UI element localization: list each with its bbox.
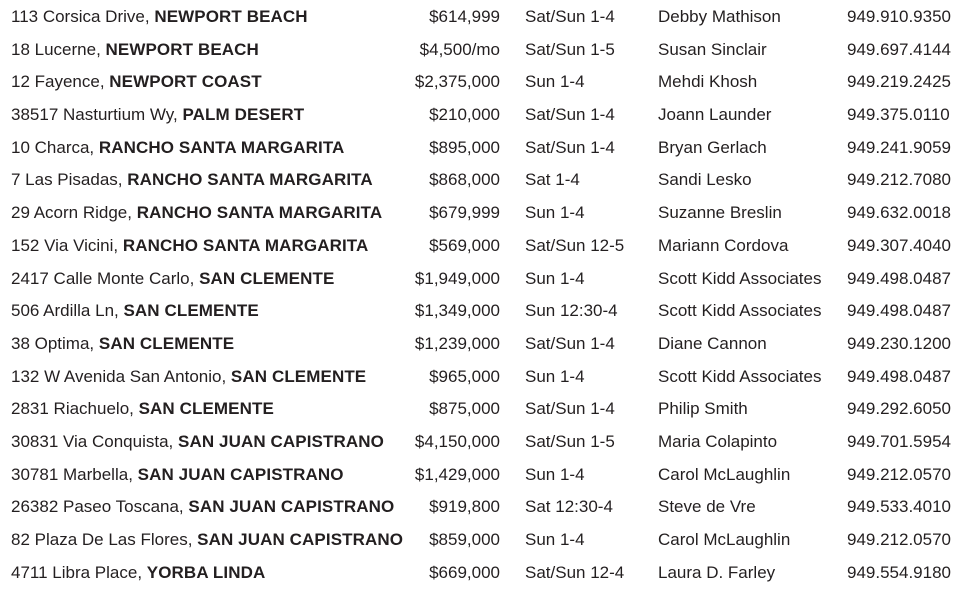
listing-price: $669,000: [429, 562, 500, 582]
listing-price: $569,000: [429, 235, 500, 255]
listing-agent: Scott Kidd Associates: [658, 366, 822, 386]
listing-street: 29 Acorn Ridge,: [11, 203, 132, 223]
listing-price: $1,429,000: [414, 464, 500, 484]
listing-address: [11, 557, 265, 590]
listing-agent: Philip Smith: [658, 399, 748, 419]
listing-city: NEWPORT COAST: [109, 72, 262, 92]
listing-phone: 949.632.0018: [847, 203, 951, 223]
listing-open-house-times: Sat/Sun 12-4: [525, 562, 625, 582]
listing-agent: Mehdi Khosh: [658, 72, 758, 92]
listing-city: SAN CLEMENTE: [98, 333, 235, 353]
listing-city: RANCHO SANTA MARGARITA: [98, 137, 345, 157]
listing-open-house-times: Sun 1-4: [525, 203, 585, 223]
listing-city: SAN JUAN CAPISTRANO: [197, 530, 404, 549]
listing-price: $1,239,000: [414, 333, 500, 353]
listing-agent: Debby Mathison: [658, 7, 781, 26]
listing-agent: Scott Kidd Associates: [658, 268, 822, 288]
listing-phone: 949.498.0487: [847, 366, 951, 386]
listing-city: SAN JUAN CAPISTRANO: [188, 497, 395, 517]
listing-row: [0, 426, 967, 459]
listing-address: [11, 524, 403, 557]
listing-row: [0, 361, 967, 394]
listing-city: SAN JUAN CAPISTRANO: [137, 464, 344, 484]
listing-street: 2831 Riachuelo,: [11, 399, 134, 419]
listing-street: 38 Optima,: [11, 333, 95, 353]
listing-city: SAN CLEMENTE: [199, 268, 335, 288]
listing-street: 38517 Nasturtium Wy,: [11, 105, 178, 125]
listing-row: [0, 393, 967, 426]
listing-phone: 949.533.4010: [847, 497, 951, 517]
listing-address: [11, 491, 394, 524]
listing-phone: 949.212.0570: [847, 530, 951, 549]
listing-phone: 949.212.0570: [847, 464, 951, 484]
listing-price: $210,000: [429, 105, 500, 125]
listing-address: [11, 426, 384, 459]
listing-address: [11, 263, 334, 296]
listing-price: $875,000: [429, 399, 500, 419]
listing-street: 18 Lucerne,: [11, 39, 101, 59]
listing-phone: 949.292.6050: [847, 399, 951, 419]
listing-row: [0, 132, 967, 165]
listing-address: [11, 34, 259, 67]
listing-row: [0, 99, 967, 132]
listing-address: [11, 164, 373, 197]
listing-open-house-times: Sat/Sun 1-4: [525, 137, 615, 157]
listing-agent: Scott Kidd Associates: [658, 301, 822, 321]
listing-address: [11, 1, 308, 34]
listing-price: $895,000: [429, 137, 500, 157]
listing-price: $919,800: [429, 497, 500, 517]
listing-agent: Susan Sinclair: [658, 39, 767, 59]
listing-open-house-times: Sun 12:30-4: [525, 301, 618, 321]
listing-agent: Carol McLaughlin: [658, 464, 791, 484]
listing-phone: 949.697.4144: [847, 39, 951, 59]
listing-row: [0, 557, 967, 590]
listing-price: $868,000: [429, 170, 500, 190]
listing-row: [0, 66, 967, 99]
listing-row: [0, 34, 967, 67]
listing-street: 506 Ardilla Ln,: [11, 301, 119, 321]
listing-open-house-times: Sun 1-4: [525, 530, 585, 549]
listing-row: [0, 524, 967, 557]
listing-phone: 949.230.1200: [847, 333, 951, 353]
listing-phone: 949.241.9059: [847, 137, 951, 157]
listing-city: SAN CLEMENTE: [138, 399, 274, 419]
listing-street: 30781 Marbella,: [11, 464, 133, 484]
listing-phone: 949.375.0110: [847, 105, 950, 125]
listing-street: 7 Las Pisadas,: [11, 170, 123, 190]
listing-open-house-times: Sat/Sun 1-4: [525, 333, 615, 353]
listing-open-house-times: Sat/Sun 1-4: [525, 399, 615, 419]
listing-street: 12 Fayence,: [11, 72, 105, 92]
listing-row: [0, 1, 967, 34]
listing-street: 4711 Libra Place,: [11, 562, 143, 582]
listing-open-house-times: Sat/Sun 1-4: [525, 7, 615, 26]
listing-street: 2417 Calle Monte Carlo,: [11, 268, 195, 288]
listing-city: SAN CLEMENTE: [230, 366, 367, 386]
listing-phone: 949.498.0487: [847, 268, 951, 288]
listing-agent: Bryan Gerlach: [658, 137, 767, 157]
listing-open-house-times: Sun 1-4: [525, 366, 585, 386]
listing-address: [11, 459, 344, 492]
listing-city: NEWPORT BEACH: [154, 7, 308, 26]
listing-phone: 949.701.5954: [847, 431, 951, 451]
listing-price: $4,150,000: [414, 431, 500, 451]
listing-row: [0, 459, 967, 492]
listing-city: SAN CLEMENTE: [123, 301, 259, 321]
listing-address: [11, 99, 304, 132]
listing-agent: Carol McLaughlin: [658, 530, 791, 549]
listing-row: [0, 295, 967, 328]
listing-open-house-times: Sat/Sun 1-5: [525, 431, 615, 451]
listing-phone: 949.554.9180: [847, 562, 951, 582]
listing-street: 152 Via Vicini,: [11, 235, 119, 255]
listing-phone: 949.307.4040: [847, 235, 951, 255]
listing-price: $614,999: [429, 7, 500, 26]
listing-phone: 949.910.9350: [847, 7, 951, 26]
listing-street: 10 Charca,: [11, 137, 95, 157]
listing-address: [11, 132, 344, 165]
listing-price: $2,375,000: [414, 72, 500, 92]
listing-row: [0, 230, 967, 263]
listing-price: $859,000: [429, 530, 500, 549]
listing-price: $1,349,000: [414, 301, 500, 321]
listing-city: RANCHO SANTA MARGARITA: [127, 170, 373, 190]
listing-price: $4,500/mo: [419, 39, 500, 59]
listing-city: NEWPORT BEACH: [105, 39, 259, 59]
listing-open-house-times: Sun 1-4: [525, 72, 585, 92]
listing-city: SAN JUAN CAPISTRANO: [178, 431, 384, 451]
listing-open-house-times: Sat/Sun 12-5: [525, 235, 625, 255]
listing-address: [11, 328, 234, 361]
open-house-listings: [0, 1, 967, 589]
listing-agent: Steve de Vre: [658, 497, 756, 517]
listing-phone: 949.212.7080: [847, 170, 951, 190]
listing-agent: Mariann Cordova: [658, 235, 789, 255]
listing-open-house-times: Sat/Sun 1-5: [525, 39, 615, 59]
listing-open-house-times: Sat 12:30-4: [525, 497, 613, 517]
listing-street: 132 W Avenida San Antonio,: [11, 366, 227, 386]
listing-open-house-times: Sat/Sun 1-4: [525, 105, 615, 125]
listing-open-house-times: Sun 1-4: [525, 464, 585, 484]
listing-address: [11, 197, 382, 230]
listing-price: $965,000: [429, 366, 500, 386]
listing-agent: Sandi Lesko: [658, 170, 752, 190]
listing-agent: Joann Launder: [658, 105, 772, 125]
listing-street: 26382 Paseo Toscana,: [11, 497, 184, 517]
listing-address: [11, 361, 366, 394]
listing-agent: Suzanne Breslin: [658, 203, 782, 223]
listing-open-house-times: Sat 1-4: [525, 170, 580, 190]
listing-phone: 949.498.0487: [847, 301, 951, 321]
listing-row: [0, 491, 967, 524]
listing-row: [0, 197, 967, 230]
listing-city: YORBA LINDA: [146, 562, 266, 582]
listing-address: [11, 230, 368, 263]
listing-city: RANCHO SANTA MARGARITA: [122, 235, 369, 255]
listing-street: 113 Corsica Drive,: [11, 7, 150, 26]
listing-agent: Laura D. Farley: [658, 562, 776, 582]
listing-street: 82 Plaza De Las Flores,: [11, 530, 193, 549]
listing-agent: Maria Colapinto: [658, 431, 778, 451]
listing-city: PALM DESERT: [182, 105, 305, 125]
listing-price: $679,999: [429, 203, 500, 223]
listing-address: [11, 295, 259, 328]
listing-street: 30831 Via Conquista,: [11, 431, 174, 451]
listing-agent: Diane Cannon: [658, 333, 767, 353]
listing-price: $1,949,000: [414, 268, 500, 288]
listing-city: RANCHO SANTA MARGARITA: [136, 203, 383, 223]
listing-row: [0, 263, 967, 296]
listing-row: [0, 328, 967, 361]
listing-row: [0, 164, 967, 197]
listing-open-house-times: Sun 1-4: [525, 268, 585, 288]
listing-address: [11, 393, 274, 426]
listing-address: [11, 66, 262, 99]
listing-phone: 949.219.2425: [847, 72, 951, 92]
